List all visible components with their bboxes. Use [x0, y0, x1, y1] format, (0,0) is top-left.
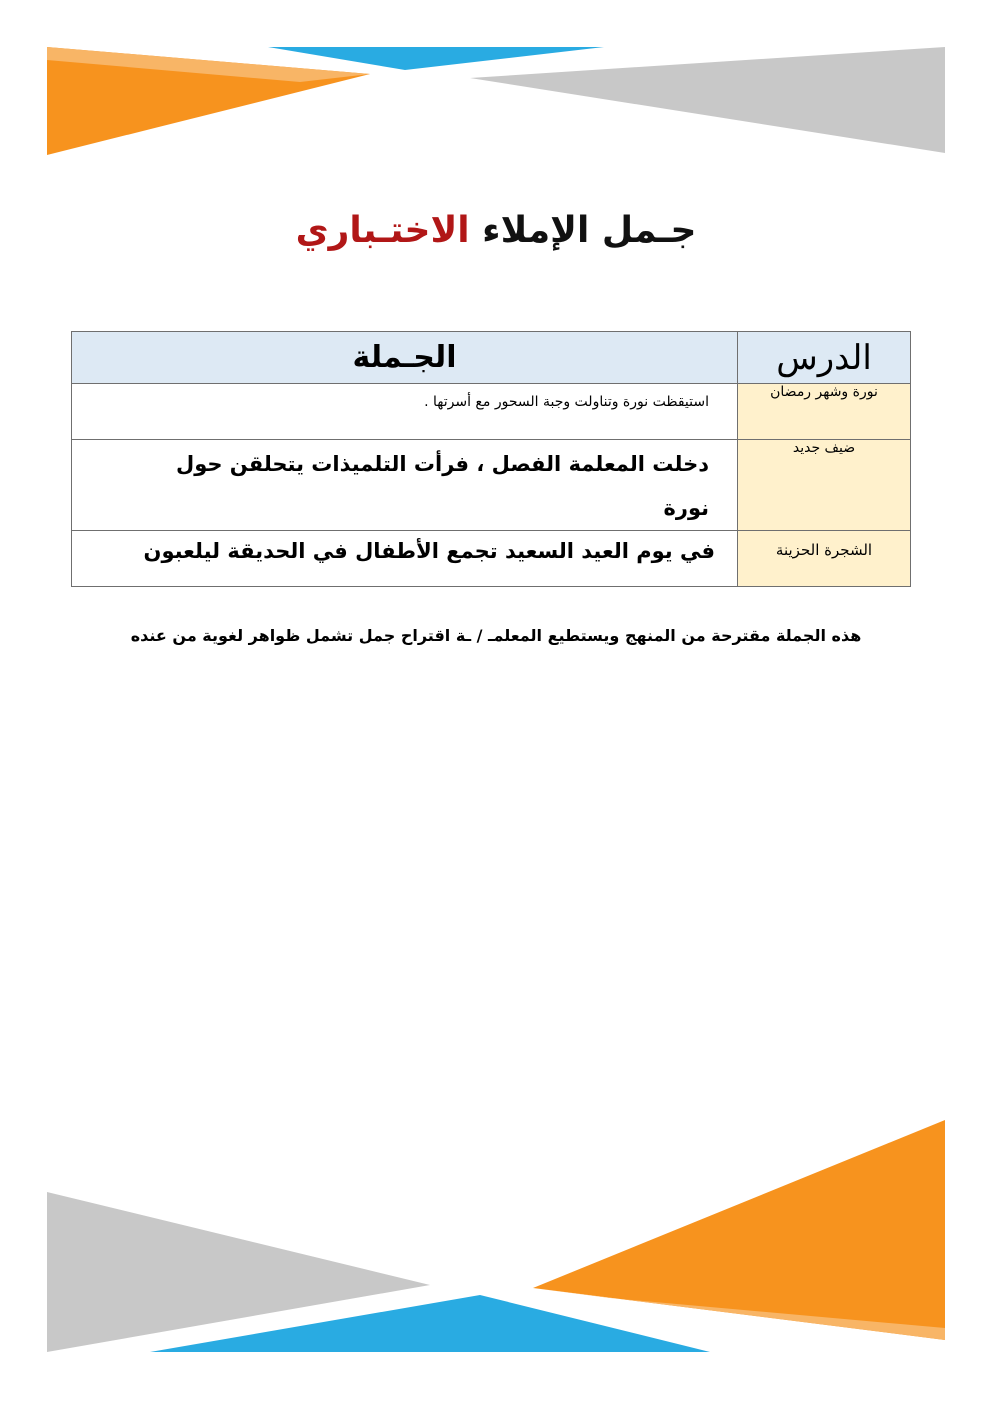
title-accent: الاختـباري	[295, 210, 470, 251]
lesson-cell: ضيف جديد	[738, 440, 911, 531]
bottom-decorative-banner	[0, 1110, 992, 1370]
header-sentence: الجـملة	[72, 332, 738, 384]
lesson-cell: نورة وشهر رمضان	[738, 384, 911, 440]
page-title	[0, 210, 992, 251]
top-gray-shape	[470, 47, 945, 153]
sentence-cell: استيقظت نورة وتناولت وجبة السحور مع أسرتها .	[72, 384, 738, 440]
table-row	[72, 384, 911, 440]
teacher-note: هذه الجملة مقترحة من المنهج ويستطيع المعلمـ / ـة اقتراح جمل تشمل ظواهر لغوية من عنده	[130, 626, 862, 645]
bottom-orange-shape	[533, 1120, 945, 1340]
title-main: جـمل الإملاء	[469, 210, 697, 251]
table-header-row	[72, 332, 911, 384]
lesson-cell: الشجرة الحزينة	[738, 531, 911, 587]
dictation-table	[71, 331, 911, 587]
table-row	[72, 531, 911, 587]
sentence-cell: في يوم العيد السعيد تجمع الأطفال في الحديقة ليلعبون	[72, 531, 738, 587]
top-blue-triangle	[268, 47, 604, 70]
top-decorative-banner	[0, 0, 992, 170]
table-row	[72, 440, 911, 531]
header-lesson: الدرس	[738, 332, 911, 384]
sentence-cell: دخلت المعلمة الفصل ، فرأت التلميذات يتحلقن حول نورة	[72, 440, 738, 531]
